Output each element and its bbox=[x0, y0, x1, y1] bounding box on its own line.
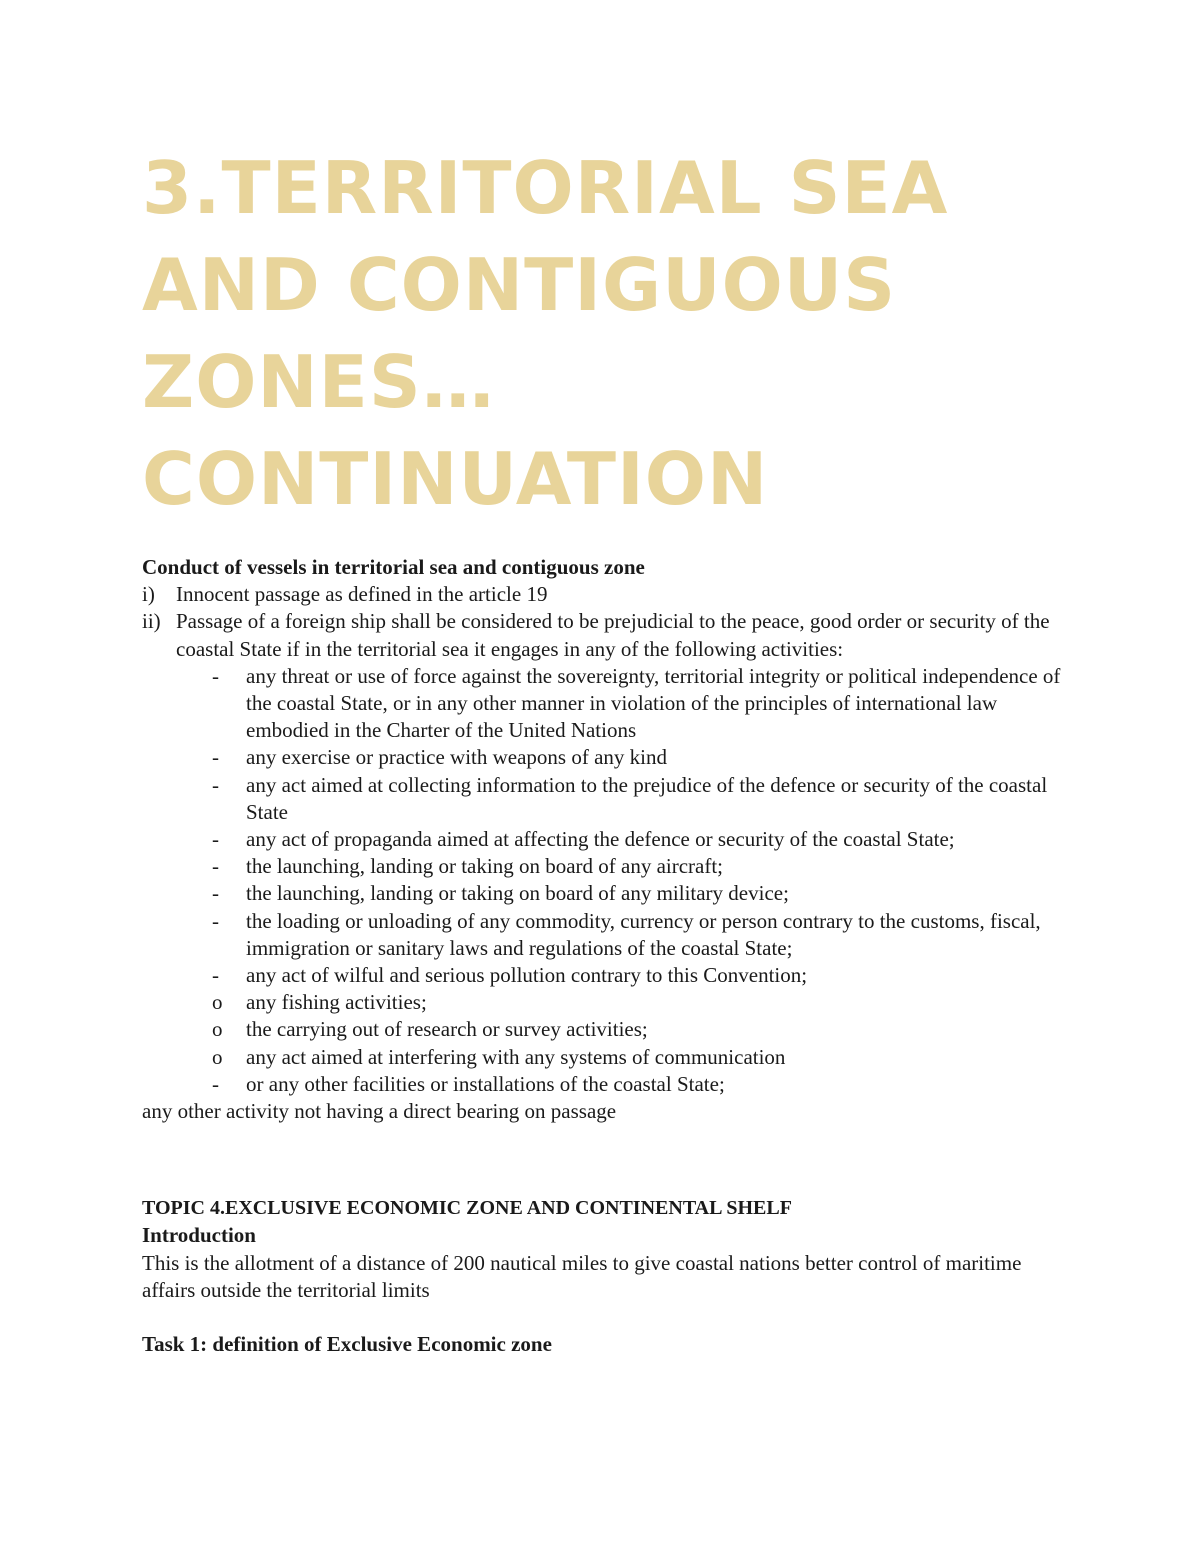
activity-item bbox=[212, 663, 1062, 745]
intro-paragraph: This is the allotment of a distance of 200 nautical miles to give coastal nations better control of maritime affairs outside the territorial limits bbox=[142, 1250, 1022, 1302]
activity-text: any act of wilful and serious pollution contrary to this Convention; bbox=[246, 963, 808, 988]
spacer bbox=[142, 1125, 1062, 1195]
activity-text: any act of propaganda aimed at affecting the defence or security of the coastal State; bbox=[246, 827, 955, 852]
list-item bbox=[142, 581, 1062, 608]
list-marker: - bbox=[212, 663, 219, 688]
activity-item bbox=[212, 1071, 1062, 1098]
topic-heading: TOPIC 4.EXCLUSIVE ECONOMIC ZONE AND CONTINENTAL SHELF bbox=[142, 1197, 792, 1220]
spacer bbox=[142, 1304, 1062, 1331]
activity-text: any act aimed at collecting information to the prejudice of the defence or security of the coastal State bbox=[246, 772, 1048, 824]
document-body bbox=[142, 554, 1062, 1358]
title-line: CONTINUATION bbox=[142, 437, 769, 521]
activity-item bbox=[212, 744, 1062, 771]
list-marker: o bbox=[212, 990, 223, 1015]
activity-text: the launching, landing or taking on board of any aircraft; bbox=[246, 854, 724, 879]
list-marker: - bbox=[212, 772, 219, 797]
activity-text: the launching, landing or taking on board of any military device; bbox=[246, 881, 789, 906]
list-marker: o bbox=[212, 1017, 223, 1042]
activity-item bbox=[212, 772, 1062, 826]
activity-text: the carrying out of research or survey activities; bbox=[246, 1017, 648, 1042]
list-item bbox=[142, 608, 1062, 662]
title-line: AND CONTIGUOUS bbox=[142, 243, 897, 327]
activity-text: any fishing activities; bbox=[246, 990, 427, 1015]
activity-item bbox=[212, 826, 1062, 853]
list-marker: i) bbox=[142, 582, 155, 607]
title-line: ZONES… bbox=[142, 340, 495, 424]
activity-item bbox=[212, 880, 1062, 907]
list-item-text: Innocent passage as defined in the article 19 bbox=[176, 582, 548, 607]
list-marker: - bbox=[212, 854, 219, 879]
list-marker: - bbox=[212, 963, 219, 988]
list-marker: o bbox=[212, 1044, 223, 1069]
section-heading: Conduct of vessels in territorial sea and contiguous zone bbox=[142, 555, 645, 579]
intro-heading: Introduction bbox=[142, 1223, 256, 1248]
list-marker: - bbox=[212, 745, 219, 770]
activity-text: any exercise or practice with weapons of any kind bbox=[246, 745, 668, 770]
task-heading: Task 1: definition of Exclusive Economic zone bbox=[142, 1332, 552, 1357]
activity-item bbox=[212, 853, 1062, 880]
page-title bbox=[142, 140, 948, 528]
activity-item bbox=[212, 962, 1062, 989]
activity-text: any act aimed at interfering with any systems of communication bbox=[246, 1044, 786, 1069]
activity-text: or any other facilities or installations of the coastal State; bbox=[246, 1071, 725, 1096]
activity-item bbox=[212, 1044, 1062, 1071]
activity-item bbox=[212, 989, 1062, 1016]
list-item-text: Passage of a foreign ship shall be considered to be prejudicial to the peace, good order or security of the coastal State if in the territorial sea it engages in any of the following activities: bbox=[176, 609, 1050, 661]
activity-text: any threat or use of force against the sovereignty, territorial integrity or political independence of the coastal State, or in any other manner in violation of the principles of international law embodied in the Charter of the United Nations bbox=[246, 663, 1061, 743]
list-marker: - bbox=[212, 881, 219, 906]
list-marker: ii) bbox=[142, 609, 161, 634]
activity-item bbox=[212, 908, 1062, 962]
list-marker: - bbox=[212, 908, 219, 933]
activity-item bbox=[212, 1016, 1062, 1043]
title-line: 3.TERRITORIAL SEA bbox=[142, 146, 949, 230]
list-marker: - bbox=[212, 827, 219, 852]
closing-line: any other activity not having a direct bearing on passage bbox=[142, 1099, 617, 1124]
activity-text: the loading or unloading of any commodity, currency or person contrary to the customs, fiscal, immigration or sanitary laws and regulations of the coastal State; bbox=[246, 908, 1041, 960]
list-marker: - bbox=[212, 1071, 219, 1096]
